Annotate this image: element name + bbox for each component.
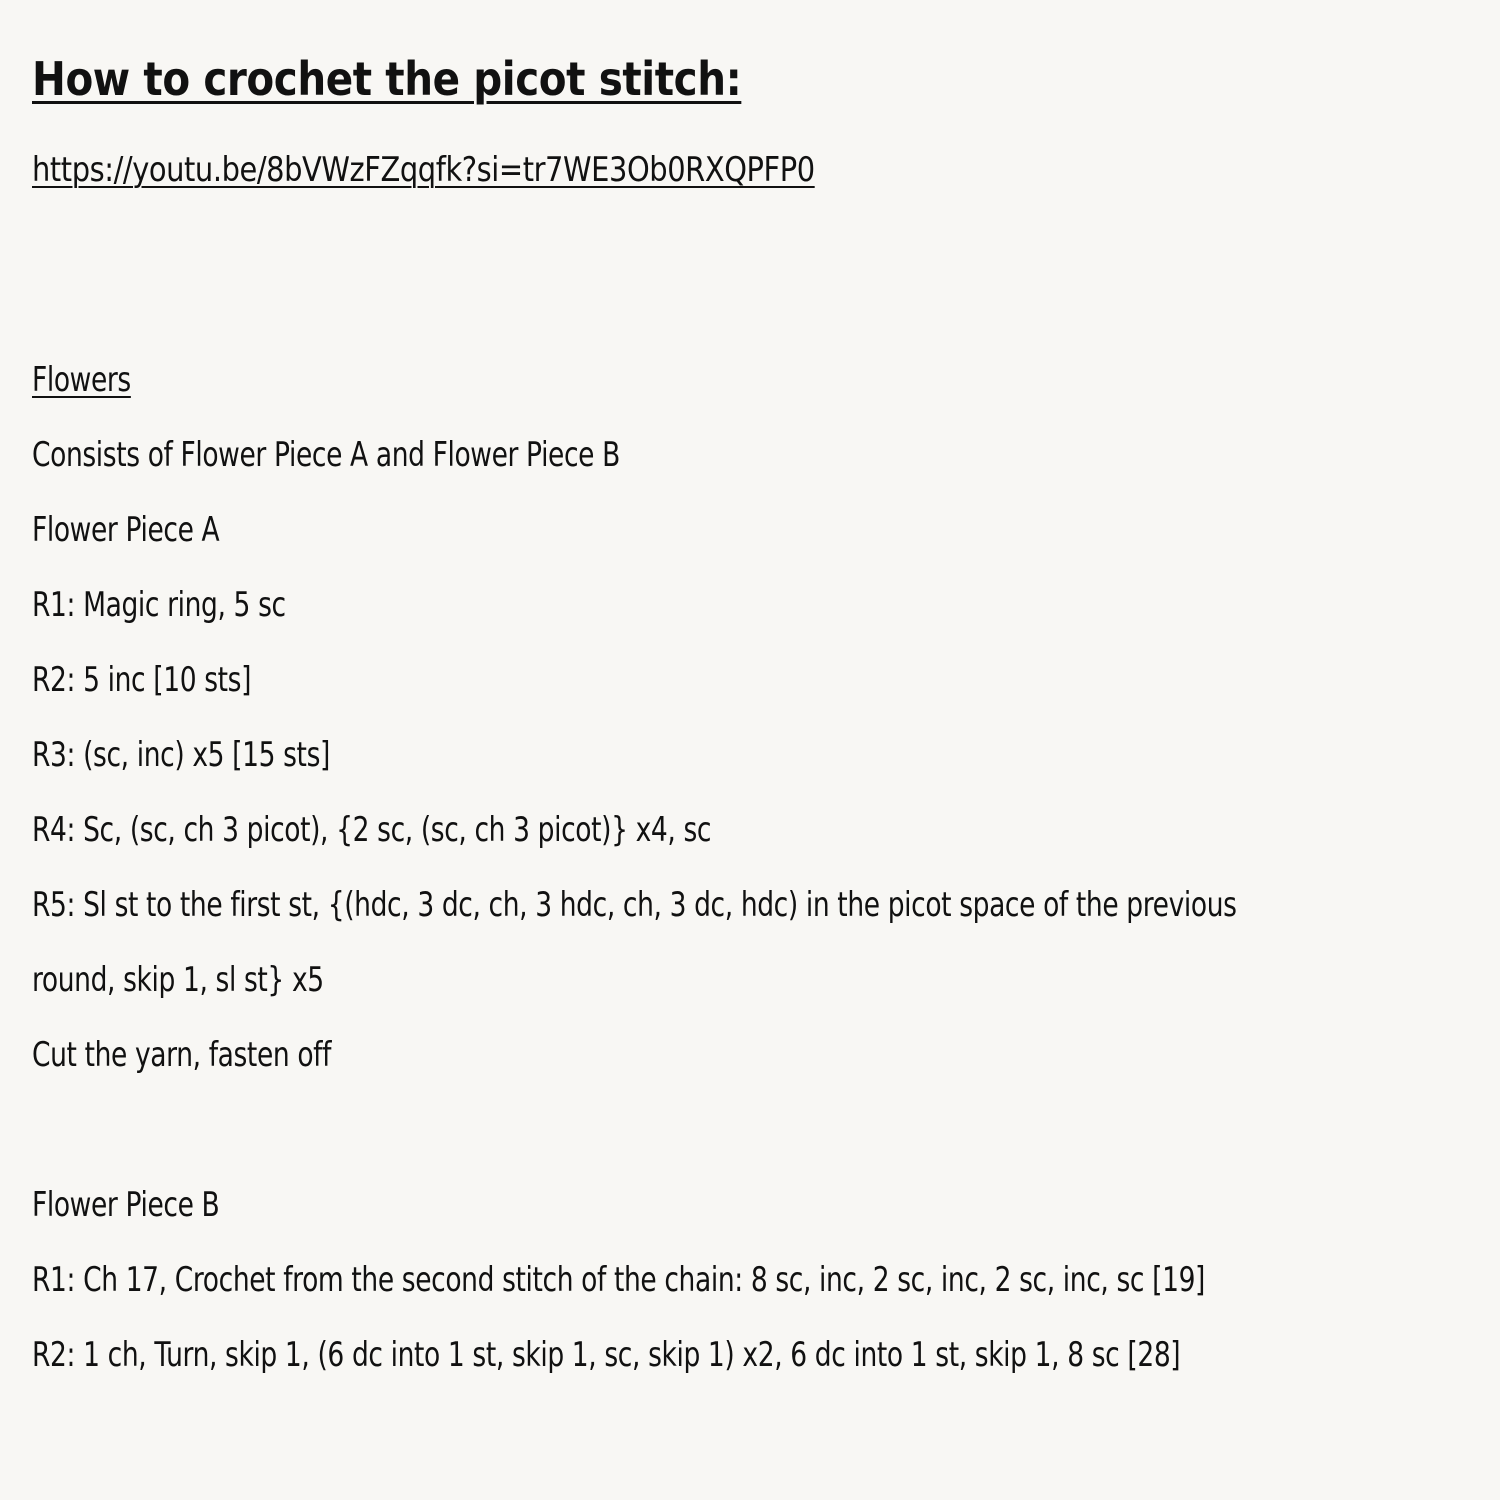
piece-a-round-5-continued: round, skip 1, sl st} x5 — [32, 960, 324, 1000]
piece-a-round-3: R3: (sc, inc) x5 [15 sts] — [32, 735, 330, 775]
flowers-intro: Consists of Flower Piece A and Flower Piece B — [32, 435, 620, 475]
piece-a-round-1: R1: Magic ring, 5 sc — [32, 585, 286, 625]
piece-a-title: Flower Piece A — [32, 510, 220, 550]
piece-a-finish: Cut the yarn, fasten off — [32, 1035, 332, 1075]
piece-a-round-4: R4: Sc, (sc, ch 3 picot), {2 sc, (sc, ch 3 picot)} x4, sc — [32, 810, 712, 850]
piece-a-round-5: R5: Sl st to the first st, {(hdc, 3 dc, ch, 3 hdc, ch, 3 dc, hdc) in the picot space of the previous — [32, 885, 1237, 925]
pattern-document — [32, 0, 1472, 1500]
picot-video-link[interactable]: https://youtu.be/8bVWzFZqqfk?si=tr7WE3Ob0RXQPFP0 — [32, 150, 815, 190]
piece-b-title: Flower Piece B — [32, 1185, 220, 1225]
section-title-flowers: Flowers — [32, 360, 131, 400]
piece-b-round-1: R1: Ch 17, Crochet from the second stitch of the chain: 8 sc, inc, 2 sc, inc, 2 sc, inc, sc [19] — [32, 1260, 1206, 1300]
piece-a-round-2: R2: 5 inc [10 sts] — [32, 660, 252, 700]
piece-b-round-2: R2: 1 ch, Turn, skip 1, (6 dc into 1 st, skip 1, sc, skip 1) x2, 6 dc into 1 st, skip 1, 8 sc [28] — [32, 1335, 1181, 1375]
page-title: How to crochet the picot stitch: — [32, 52, 742, 106]
